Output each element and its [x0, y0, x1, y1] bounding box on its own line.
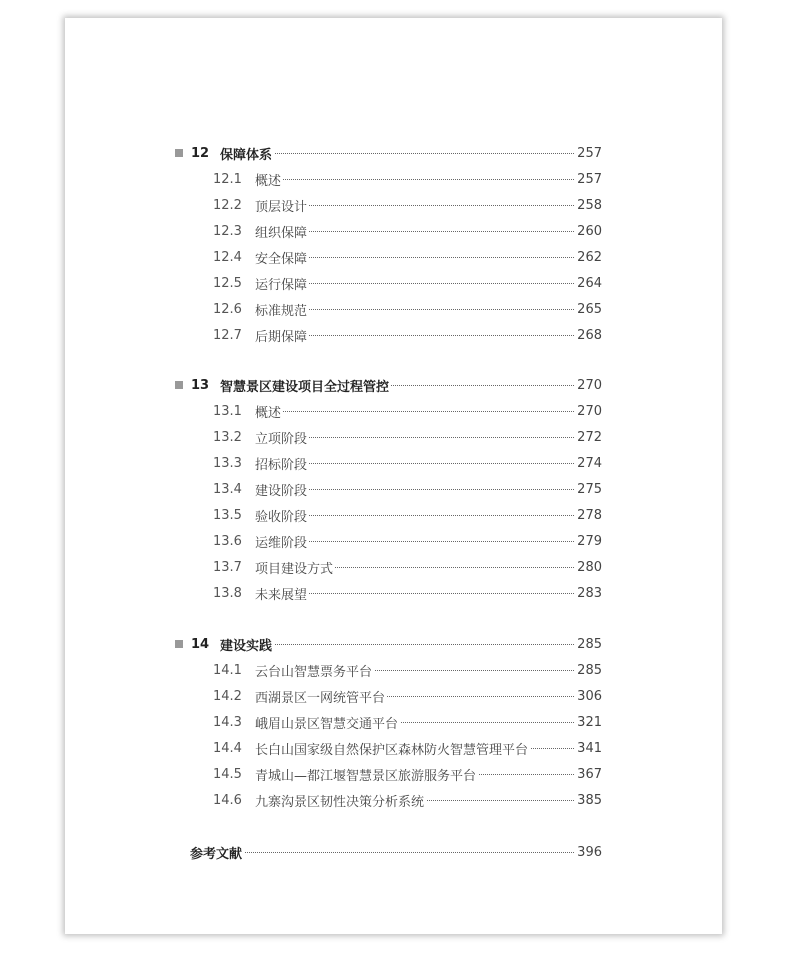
dot-leader — [255, 411, 578, 412]
toc-section-row[interactable] — [0, 195, 790, 215]
toc-section-row[interactable] — [0, 247, 790, 267]
section-number: 12.1 — [213, 171, 242, 187]
section-title: 峨眉山景区智慧交通平台 — [255, 713, 400, 732]
chapter-title: 智慧景区建设项目全过程管控 — [220, 376, 391, 395]
section-title: 立项阶段 — [255, 428, 309, 447]
toc-section-row[interactable] — [0, 583, 790, 603]
square-bullet-icon — [175, 381, 183, 389]
toc-references-row[interactable] — [0, 842, 790, 862]
page-number: 285 — [577, 662, 602, 678]
section-title: 九寨沟景区韧性决策分析系统 — [255, 791, 426, 810]
toc-chapter-row[interactable] — [0, 634, 790, 654]
square-bullet-icon — [175, 640, 183, 648]
section-number: 13.6 — [213, 533, 242, 549]
page-number: 283 — [577, 585, 602, 601]
section-title: 招标阶段 — [255, 454, 309, 473]
chapter-number: 14 — [191, 636, 210, 652]
page-number: 306 — [577, 688, 602, 704]
section-number: 14.4 — [213, 740, 242, 756]
page-number: 264 — [577, 275, 602, 291]
page-number: 279 — [577, 533, 602, 549]
section-number: 13.8 — [213, 585, 242, 601]
section-number: 12.2 — [213, 197, 242, 213]
section-number: 12.7 — [213, 327, 242, 343]
section-title: 建设阶段 — [255, 480, 309, 499]
section-title: 概述 — [255, 170, 283, 189]
chapter-number: 13 — [191, 377, 210, 393]
page-number: 258 — [577, 197, 602, 213]
toc-section-row[interactable] — [0, 221, 790, 241]
toc-section-row[interactable] — [0, 531, 790, 551]
toc-section-row[interactable] — [0, 790, 790, 810]
page-number: 265 — [577, 301, 602, 317]
section-number: 13.4 — [213, 481, 242, 497]
toc-section-row[interactable] — [0, 686, 790, 706]
section-title: 西湖景区一网统管平台 — [255, 687, 387, 706]
section-title: 后期保障 — [255, 326, 309, 345]
dot-leader — [255, 179, 578, 180]
page-number: 321 — [577, 714, 602, 730]
page-number: 275 — [577, 481, 602, 497]
section-number: 13.7 — [213, 559, 242, 575]
section-title: 项目建设方式 — [255, 558, 335, 577]
section-title: 长白山国家级自然保护区森林防火智慧管理平台 — [255, 739, 530, 758]
toc-section-row[interactable] — [0, 427, 790, 447]
section-number: 13.2 — [213, 429, 242, 445]
section-number: 13.3 — [213, 455, 242, 471]
section-title: 标准规范 — [255, 300, 309, 319]
section-number: 14.6 — [213, 792, 242, 808]
toc-section-row[interactable] — [0, 505, 790, 525]
toc-section-row[interactable] — [0, 453, 790, 473]
section-title: 云台山智慧票务平台 — [255, 661, 374, 680]
page-number: 341 — [577, 740, 602, 756]
section-number: 13.5 — [213, 507, 242, 523]
section-number: 14.2 — [213, 688, 242, 704]
page-number: 257 — [577, 171, 602, 187]
page-number: 268 — [577, 327, 602, 343]
section-number: 14.3 — [213, 714, 242, 730]
toc-section-row[interactable] — [0, 401, 790, 421]
chapter-title: 保障体系 — [220, 144, 274, 163]
page-number: 257 — [577, 145, 602, 161]
section-number: 12.5 — [213, 275, 242, 291]
section-title: 未来展望 — [255, 584, 309, 603]
section-title: 组织保障 — [255, 222, 309, 241]
section-number: 13.1 — [213, 403, 242, 419]
page-number: 385 — [577, 792, 602, 808]
toc-chapter-row[interactable] — [0, 375, 790, 395]
section-title: 运维阶段 — [255, 532, 309, 551]
square-bullet-icon — [175, 149, 183, 157]
chapter-title: 建设实践 — [220, 635, 274, 654]
section-number: 14.1 — [213, 662, 242, 678]
toc-section-row[interactable] — [0, 712, 790, 732]
page-number: 260 — [577, 223, 602, 239]
section-number: 12.3 — [213, 223, 242, 239]
section-title: 验收阶段 — [255, 506, 309, 525]
page-number: 278 — [577, 507, 602, 523]
dot-leader — [195, 852, 578, 853]
page-number: 274 — [577, 455, 602, 471]
page-number: 396 — [577, 844, 602, 860]
section-title: 安全保障 — [255, 248, 309, 267]
section-title: 运行保障 — [255, 274, 309, 293]
page-number: 367 — [577, 766, 602, 782]
section-title: 青城山—都江堰智慧景区旅游服务平台 — [255, 765, 478, 784]
section-number: 12.6 — [213, 301, 242, 317]
toc-section-row[interactable] — [0, 169, 790, 189]
section-title: 概述 — [255, 402, 283, 421]
toc-section-row[interactable] — [0, 325, 790, 345]
section-number: 12.4 — [213, 249, 242, 265]
toc-section-row[interactable] — [0, 660, 790, 680]
toc-section-row[interactable] — [0, 764, 790, 784]
toc-section-row[interactable] — [0, 273, 790, 293]
toc-section-row[interactable] — [0, 738, 790, 758]
page-number: 262 — [577, 249, 602, 265]
toc-chapter-row[interactable] — [0, 143, 790, 163]
toc-section-row[interactable] — [0, 299, 790, 319]
page-number: 280 — [577, 559, 602, 575]
chapter-number: 12 — [191, 145, 210, 161]
toc-section-row[interactable] — [0, 557, 790, 577]
references-title: 参考文献 — [190, 843, 244, 862]
page-number: 272 — [577, 429, 602, 445]
page-number: 270 — [577, 377, 602, 393]
page-number: 285 — [577, 636, 602, 652]
toc-section-row[interactable] — [0, 479, 790, 499]
section-title: 顶层设计 — [255, 196, 309, 215]
page-number: 270 — [577, 403, 602, 419]
section-number: 14.5 — [213, 766, 242, 782]
